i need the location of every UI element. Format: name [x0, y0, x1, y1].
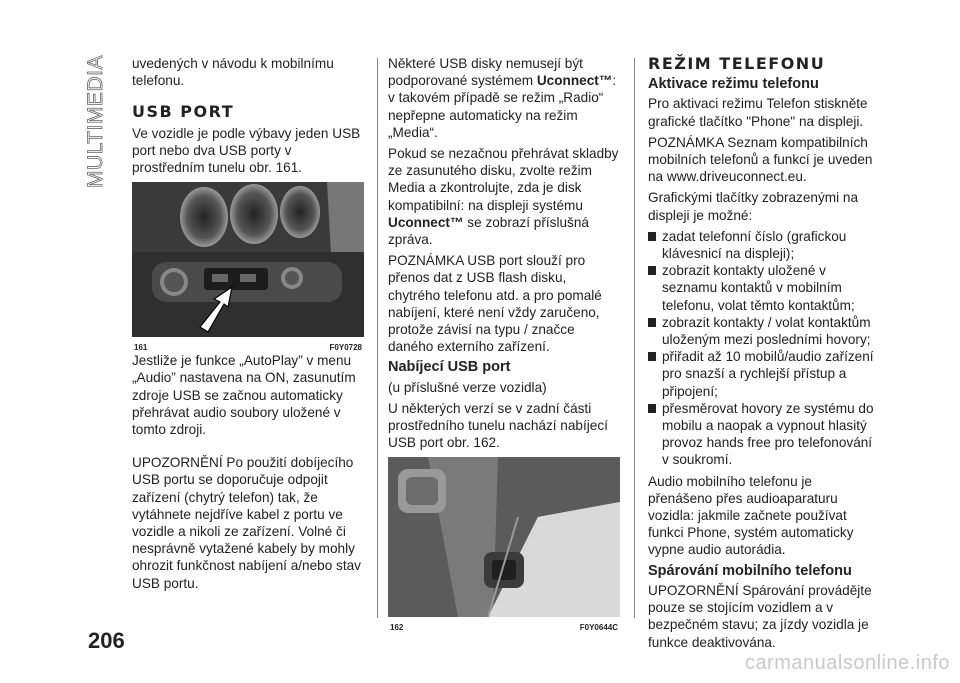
section-title-usb-port: USB PORT: [132, 102, 235, 122]
bullet-square-icon: [648, 232, 656, 241]
phone-activation-para: Pro aktivaci režimu Telefon stiskněte grafické tlačítko "Phone" na displeji.: [648, 96, 868, 129]
page-number: 206: [88, 628, 125, 653]
phone-audio-para: Audio mobilního telefonu je přenášeno přes audioaparaturu vozidla: jakmile začnete používat funkci Phone, systém automaticky vypne audio autorádia.: [648, 473, 854, 558]
bullet-square-icon: [648, 318, 656, 327]
list-item: zadat telefonní číslo (grafickou klávesnicí na displeji);: [648, 228, 880, 262]
figure-162-number: 162: [390, 623, 404, 633]
charging-port-title: Nabíjecí USB port: [388, 359, 511, 376]
phone-activation-title: Aktivace režimu telefonu: [648, 76, 819, 93]
phone-note-para: POZNÁMKA Seznam kompatibilních mobilních telefonů a funkcí je uveden na www.driveuconnect.eu.: [648, 134, 873, 185]
column-1: [132, 55, 364, 596]
intro-text: uvedených v návodu k mobilnímu telefonu.: [132, 56, 334, 89]
usb-note-para: POZNÁMKA USB port slouží pro přenos dat z USB flash disku, chytrého telefonu atd. a pro pomalé nabíjení, které není vždy zaručeno, protože závisí na typu / značce daného externího zařízení.: [388, 253, 602, 355]
figure-161-number: 161: [134, 343, 148, 353]
svg-text:MULTIMEDIA: MULTIMEDIA: [84, 55, 107, 188]
column-2: [388, 55, 620, 634]
column-divider-2: [634, 58, 635, 618]
usb-para-2: Jestliže je funkce „AutoPlay” v menu „Audio” nastavena na ON, zasunutím zdroje USB se začnou automaticky přehrávat audio soubory uložené v tomto zdroji.: [132, 353, 356, 438]
bullet-square-icon: [648, 352, 656, 361]
charging-port-note: (u příslušné verze vozidla): [388, 379, 547, 395]
figure-161: [132, 182, 364, 353]
usb-para-1: Ve vozidle je podle výbavy jeden USB port nebo dva USB porty v prostředním tunelu obr. 161.: [132, 125, 361, 176]
figure-162-image: [388, 457, 620, 617]
figure-162: [388, 457, 620, 632]
usb-compat-para: Některé USB disky nemusejí být podporované systémem Uconnect™: v takovém případě se režim „Radio“ nepřepne automaticky na režim „Media“.: [388, 56, 617, 140]
list-item: přesměrovat hovory ze systému do mobilu a naopak a vypnout hlasitý provoz hands free pro telefonování v soukromí.: [648, 400, 880, 469]
bullet-square-icon: [648, 266, 656, 275]
column-3: [648, 55, 880, 655]
figure-161-image: [132, 182, 364, 337]
list-item: zobrazit kontakty / volat kontaktům uloženým mezi posledními hovory;: [648, 314, 880, 348]
section-side-label: [80, 40, 110, 200]
usb-media-para: Pokud se nezačnou přehrávat skladby ze zasunutého disku, zvolte režim Media a zkontrolujte, zda je disk kompatibilní: na displeji systému Uconnect™ se zobrazí příslušná zpráva.: [388, 146, 619, 248]
charging-port-para: U některých verzí se v zadní části prostředního tunelu nachází nabíjecí USB port obr. 162.: [388, 400, 608, 451]
list-item: zobrazit kontakty uložené v seznamu kontaktů v mobilním telefonu, volat těmto kontaktům;: [648, 262, 880, 314]
usb-warning: UPOZORNĚNÍ Po použití dobíjecího USB portu se doporučuje odpojit zařízení (chytrý telefon) tak, že vytáhnete nejdříve kabel z portu ve vozidle a nikoli ze zařízení. Volné či nesprávně vytažené kabely by mohly ohrozit funkčnost nabíjení a/nebo stav USB portu.: [132, 455, 361, 591]
phone-options-intro: Grafickými tlačítky zobrazenými na displeji je možné:: [648, 190, 859, 223]
bullet-square-icon: [648, 404, 656, 413]
list-item: přiřadit až 10 mobilů/audio zařízení pro snazší a rychlejší přístup a připojení;: [648, 348, 880, 400]
section-title-phone-mode: REŽIM TELEFONU: [648, 54, 826, 73]
phone-pairing-title: Spárování mobilního telefonu: [648, 562, 852, 579]
figure-161-code: F0Y0728: [329, 343, 362, 353]
figure-162-code: F0Y0644C: [579, 623, 618, 633]
phone-pairing-warning: UPOZORNĚNÍ Spárování provádějte pouze se stojícím vozidlem a v bezpečném stavu; za jízdy vozidla je funkce deaktivována.: [648, 582, 872, 650]
column-divider-1: [377, 58, 378, 618]
watermark: carmanualsonline.info: [744, 652, 950, 674]
